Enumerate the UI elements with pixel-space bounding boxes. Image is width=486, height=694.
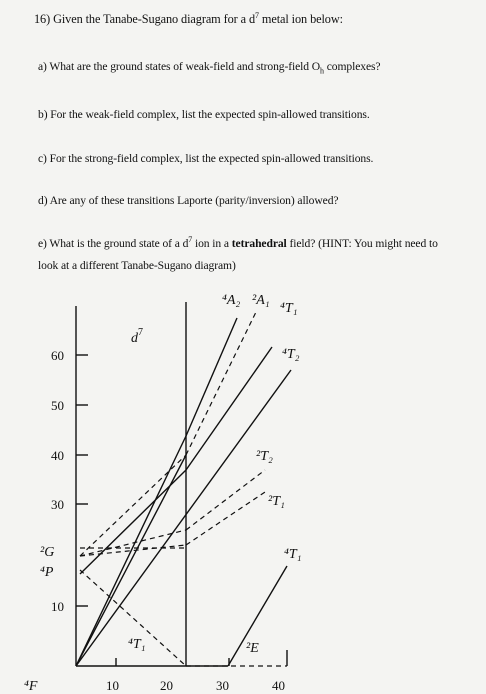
ion-label: $d^7$	[131, 327, 143, 346]
term-2G: ²G	[40, 545, 55, 560]
term-4T2: ⁴T₂	[282, 347, 300, 362]
x-tick-label: 40	[272, 678, 285, 693]
term-2A1: ²A₁	[252, 293, 270, 308]
y-tick-label: 40	[51, 448, 64, 463]
term-4P: ⁴P	[40, 565, 54, 580]
term-2T2: ²T₂	[256, 449, 273, 464]
x-tick-label: 10	[106, 678, 119, 693]
line-4T2	[76, 370, 291, 666]
term-4T1-bottom: ⁴T₁	[128, 637, 146, 652]
question-c: c) For the strong-field complex, list the expected spin-allowed transitions.	[38, 152, 374, 165]
x-tick-label: 30	[216, 678, 229, 693]
line-4T1-4P	[80, 470, 186, 574]
term-2E: ²E	[246, 641, 259, 656]
question-e-line1: e) What is the ground state of a $d^7$ ion in a tetrahedral field? (HINT: You might need to	[38, 235, 438, 250]
y-tick-label: 50	[51, 398, 64, 413]
term-4T1-right: ⁴T₁	[284, 547, 302, 562]
question-e-line2: look at a different Tanabe-Sugano diagram)	[38, 259, 236, 272]
line-2T2	[80, 530, 186, 556]
question-b: b) For the weak-field complex, list the expected spin-allowed transitions.	[38, 108, 370, 121]
y-tick-label: 30	[51, 497, 64, 512]
term-4T1-top: ⁴T₁	[280, 301, 298, 316]
line-4A2	[76, 436, 186, 666]
x-tick-label: 20	[160, 678, 173, 693]
y-tick-label: 60	[51, 348, 64, 363]
term-2T1: ²T₁	[268, 494, 285, 509]
y-tick-label: 10	[51, 599, 64, 614]
term-4A2: ⁴A₂	[222, 293, 241, 308]
term-4F: ⁴F	[24, 679, 38, 694]
question-a: a) What are the ground states of weak-field and strong-field $O_h$ complexes?	[38, 60, 381, 76]
question-d: d) Are any of these transitions Laporte (parity/inversion) allowed?	[38, 194, 339, 207]
question-title: 16) Given the Tanabe-Sugano diagram for a $d^7$ metal ion below:	[34, 10, 343, 26]
